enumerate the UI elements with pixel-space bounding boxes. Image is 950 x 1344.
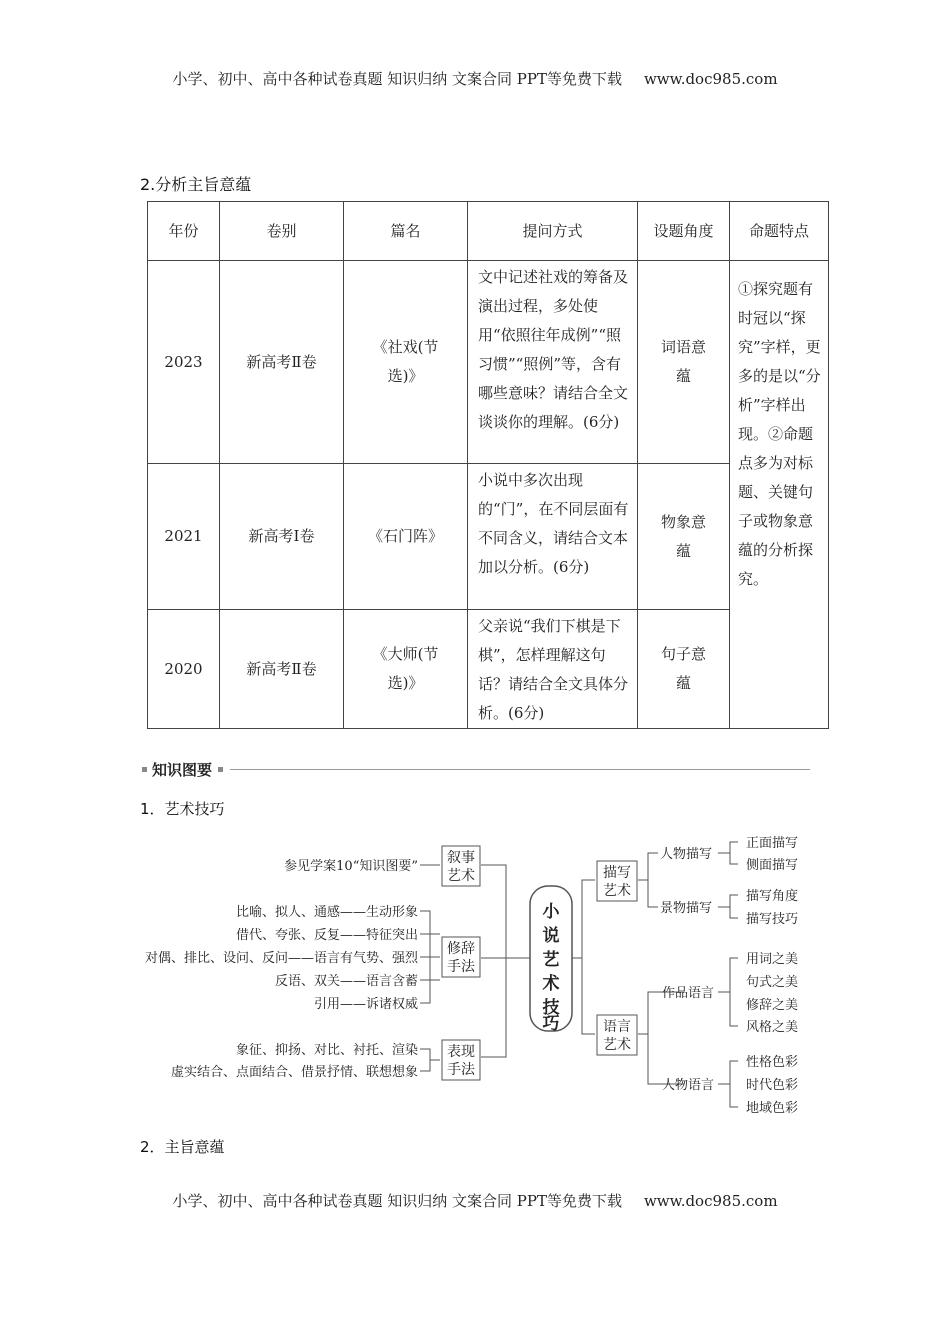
- page-footer: [0, 1190, 950, 1211]
- mindmap-item: 象征、抑扬、对比、衬托、渲染: [235, 1043, 418, 1058]
- col-header: 命题特点: [730, 202, 829, 261]
- mindmap-leaf: 地域色彩: [746, 1101, 799, 1116]
- center-char: 说: [542, 926, 560, 946]
- mindmap-item: 比喻、拟人、通感——生动形象: [235, 905, 418, 920]
- col-header: 篇名: [344, 202, 468, 261]
- center-label: [542, 901, 561, 1034]
- mindmap-leaf: 性格色彩: [746, 1055, 799, 1070]
- table-row: [148, 261, 829, 464]
- category-label-line2: 艺术: [603, 1037, 631, 1053]
- subsection-title: 2．主旨意蕴: [140, 1138, 225, 1156]
- cell-paper: 新高考Ⅱ卷: [220, 610, 344, 729]
- header-url[interactable]: www.doc985.com: [643, 70, 778, 88]
- category-label-line1: 叙事: [447, 850, 475, 866]
- mindmap-item: 借代、夸张、反复——特征突出: [235, 928, 418, 943]
- category-label-line1: 语言: [603, 1019, 631, 1035]
- category-label-line2: 手法: [447, 959, 475, 975]
- mindmap-leaf: 侧面描写: [746, 858, 799, 873]
- cell-question: 文中记述社戏的筹备及演出过程，多处使用“依照往年成例”“照习惯”“照例”等，含有哪些意味？请结合全文谈谈你的理解。(6分): [468, 261, 638, 464]
- cell-year: 2023: [148, 261, 220, 464]
- cell-feature: ①探究题有时冠以“探究”字样，更多的是以“分析”字样出现。②命题点多为对标题、关键句子或物象意蕴的分析探究。: [730, 261, 829, 729]
- category-label-line2: 手法: [447, 1062, 475, 1078]
- center-char: 巧: [542, 1014, 560, 1034]
- cell-paper: 新高考Ⅰ卷: [220, 464, 344, 610]
- mindmap-subnode: 景物描写: [660, 901, 713, 916]
- category-label-line1: 修辞: [447, 941, 475, 957]
- mindmap-leaf: 正面描写: [746, 836, 799, 851]
- category-label-line1: 描写: [603, 865, 631, 881]
- center-char: 术: [542, 974, 560, 994]
- connector: [481, 865, 506, 1057]
- mindmap-leaf: 句式之美: [746, 975, 799, 990]
- knowledge-title: 知识图要: [152, 761, 213, 779]
- table-row: [148, 464, 829, 610]
- footer-text: 小学、初中、高中各种试卷真题 知识归纳 文案合同 PPT等免费下载: [172, 1192, 622, 1210]
- center-char: 艺: [542, 950, 560, 970]
- center-char: 小: [542, 902, 560, 922]
- category-label-line2: 艺术: [447, 868, 475, 884]
- cell-angle: 句子意蕴: [638, 610, 730, 729]
- connector: [730, 958, 738, 1026]
- category-label-line2: 艺术: [603, 883, 631, 899]
- mindmap-item: 虚实结合、点面结合、借景抒情、联想想象: [170, 1065, 418, 1080]
- subsection-title: 1．艺术技巧: [140, 800, 225, 818]
- header-text: 小学、初中、高中各种试卷真题 知识归纳 文案合同 PPT等免费下载: [172, 70, 622, 88]
- mindmap: [0, 820, 950, 1120]
- connector: [648, 853, 658, 907]
- col-header: 设题角度: [638, 202, 730, 261]
- section-title: 2.分析主旨意蕴: [140, 175, 252, 194]
- connector: [582, 880, 595, 1034]
- cell-question: 父亲说“我们下棋是下棋”，怎样理解这句话？请结合全文具体分析。(6分): [468, 610, 638, 729]
- cell-year: 2021: [148, 464, 220, 610]
- divider: [230, 769, 810, 770]
- cell-question: 小说中多次出现的“门”，在不同层面有不同含义，请结合文本加以分析。(6分): [468, 464, 638, 610]
- category-label-line1: 表现: [447, 1044, 475, 1060]
- table-row: [148, 610, 829, 729]
- mindmap-item: 引用——诉诸权威: [313, 997, 418, 1012]
- cell-angle: 词语意蕴: [638, 261, 730, 464]
- connector: [730, 842, 738, 864]
- mindmap-subnode: 作品语言: [662, 986, 715, 1001]
- knowledge-heading: [142, 759, 810, 781]
- connector: [648, 992, 684, 1084]
- cell-paper: 新高考Ⅱ卷: [220, 261, 344, 464]
- bullet-square-icon: [218, 767, 223, 772]
- cell-title: 《社戏(节选)》: [344, 261, 468, 464]
- col-header: 提问方式: [468, 202, 638, 261]
- cell-title: 《石门阵》: [344, 464, 468, 610]
- mindmap-leaf: 用词之美: [746, 952, 799, 967]
- mindmap-leaf: 描写技巧: [746, 912, 799, 927]
- connector: [730, 895, 738, 918]
- exam-table: [147, 201, 829, 729]
- page-header: [0, 68, 950, 89]
- mindmap-subnode: 人物语言: [662, 1078, 715, 1093]
- right-subnodes: [660, 835, 798, 1116]
- col-header: 卷别: [220, 202, 344, 261]
- cell-title: 《大师(节选)》: [344, 610, 468, 729]
- mindmap-leaf: 修辞之美: [746, 998, 799, 1013]
- bullet-square-icon: [142, 767, 147, 772]
- connector: [420, 1049, 430, 1071]
- left-items: [145, 859, 440, 1080]
- cell-year: 2020: [148, 610, 220, 729]
- mindmap-leaf: 时代色彩: [746, 1078, 799, 1093]
- table-header-row: [148, 202, 829, 261]
- connector: [730, 1061, 738, 1107]
- mindmap-subnode: 人物描写: [660, 847, 713, 862]
- mindmap-leaf: 描写角度: [746, 889, 799, 904]
- mindmap-item: 对偶、排比、设问、反问——语言有气势、强烈: [144, 951, 418, 966]
- cell-angle: 物象意蕴: [638, 464, 730, 610]
- footer-url[interactable]: www.doc985.com: [643, 1192, 778, 1210]
- mindmap-item: 反语、双关——语言含蓄: [274, 974, 418, 989]
- center-char: 技: [542, 998, 560, 1018]
- col-header: 年份: [148, 202, 220, 261]
- mindmap-item: 参见学案10“知识图要”: [284, 859, 418, 874]
- mindmap-leaf: 风格之美: [746, 1020, 799, 1035]
